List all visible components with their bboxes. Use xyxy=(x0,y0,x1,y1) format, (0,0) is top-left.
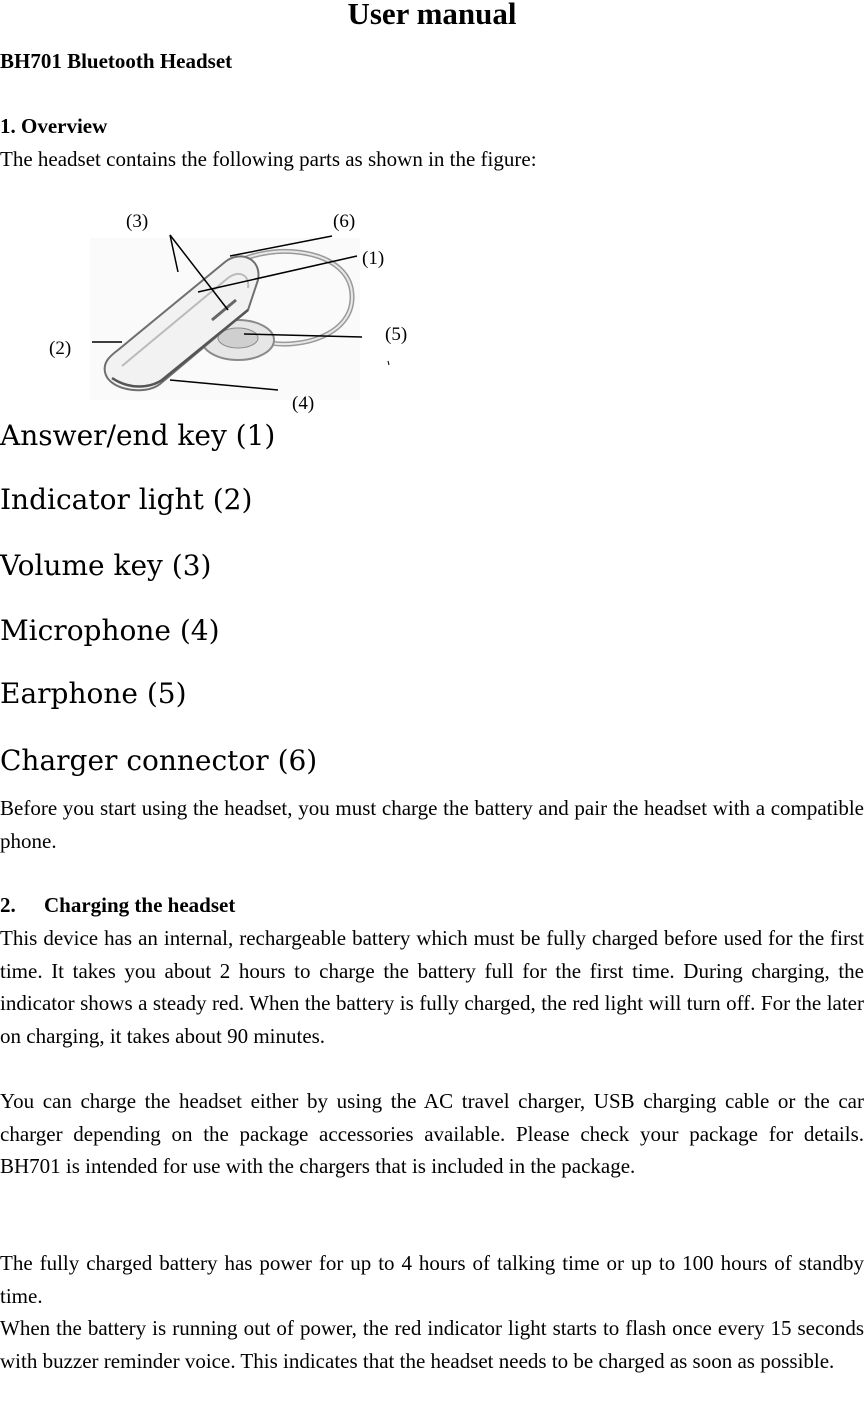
headset-figure xyxy=(0,200,430,420)
callout-4: (4) xyxy=(292,393,315,414)
callout-5: (5) xyxy=(385,324,408,345)
overview-heading: 1. Overview xyxy=(0,114,108,138)
callout-3: (3) xyxy=(126,211,149,232)
part-microphone: Microphone (4) xyxy=(0,614,220,647)
headset-illustration xyxy=(0,200,430,420)
overview-intro: The headset contains the following parts as shown in the figure: xyxy=(0,147,537,171)
charging-heading xyxy=(0,891,235,919)
page-title: User manual xyxy=(347,0,517,31)
callout-2: (2) xyxy=(49,338,72,359)
callout-6: (6) xyxy=(333,211,356,232)
charging-heading-text: Charging the headset xyxy=(44,893,236,917)
charging-paragraph-4: When the battery is running out of power, the red indicator light starts to flash once every 15 seconds with buzzer reminder voice. This indicates that the headset needs to be charged as soon as possible. xyxy=(0,1316,864,1373)
charging-paragraph-2: You can charge the headset either by using the AC travel charger, USB charging cable or the car charger depending on the package accessories available. Please check your package for details. BH701 is intended for use with the chargers that is included in the package. xyxy=(0,1089,864,1178)
charging-paragraph-3: The fully charged battery has power for up to 4 hours of talking time or up to 100 hours of standby time. xyxy=(0,1251,864,1308)
part-volume-key: Volume key (3) xyxy=(0,549,212,582)
before-start-paragraph: Before you start using the headset, you must charge the battery and pair the headset with a compatible phone. xyxy=(0,796,864,853)
callout-1: (1) xyxy=(362,248,385,269)
part-indicator-light: Indicator light (2) xyxy=(0,483,253,516)
part-earphone: Earphone (5) xyxy=(0,677,187,710)
part-answer-end-key: Answer/end key (1) xyxy=(0,419,276,452)
part-charger-connector: Charger connector (6) xyxy=(0,744,318,777)
charging-paragraph-1: This device has an internal, rechargeable battery which must be fully charged before used for the first time. It takes you about 2 hours to charge the battery full for the first time. During charging, the indicator shows a steady red. When the battery is fully charged, the red light will turn off. For the later on charging, it takes about 90 minutes. xyxy=(0,926,864,1048)
charging-heading-number: 2. xyxy=(0,893,16,917)
product-name: BH701 Bluetooth Headset xyxy=(0,49,233,73)
